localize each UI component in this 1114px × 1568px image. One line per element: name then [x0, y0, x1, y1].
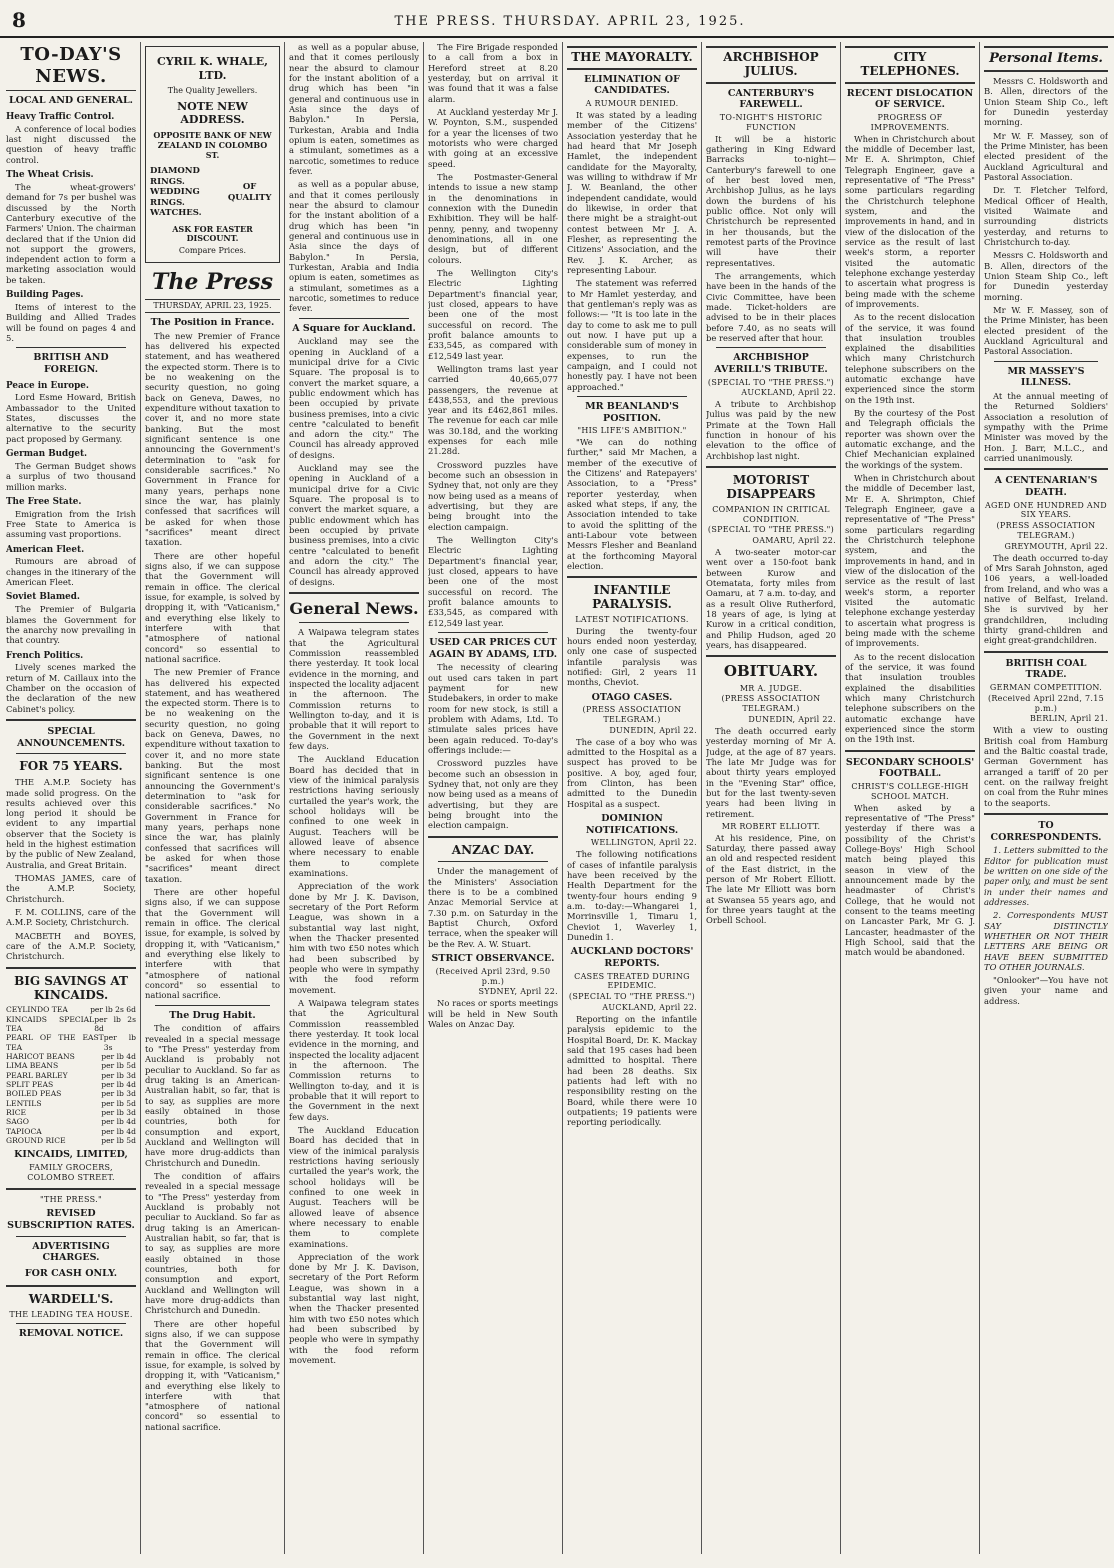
article-subheading: LATEST NOTIFICATIONS.	[575, 614, 689, 624]
price-row: BOILED PEAS per lb 3d	[6, 1089, 136, 1099]
news-item-heading: The Free State.	[6, 496, 82, 507]
article-text: As to the recent dislocation of the service, it was found that insulation troubles explained the disabilities which many Christchurch telephone subscribers on the automatic exchange have experienced since the storm on the 19th inst.	[845, 651, 975, 745]
dateline: GREYMOUTH, April 22.	[1004, 541, 1108, 551]
column-1	[6, 42, 136, 1554]
price-row: PEARL BARLEY per lb 3d	[6, 1070, 136, 1080]
article-text: A Waipawa telegram states that the Agricultural Commission reassembled there yesterday. It took local evidence in the morning, and inspected the locality adjacent in the afternoon. The Commission returns to Wellington to-day, and it is probable that it will report to the Government in the next few days.	[289, 997, 419, 1122]
removal-notice-heading: REMOVAL NOTICE.	[18, 1328, 124, 1340]
column-2	[145, 42, 280, 1554]
agency-line: (SPECIAL TO "THE PRESS.")	[568, 992, 696, 1002]
article-text: When in Christchurch about the middle of December last, Mr E. A. Shrimpton, Chief Telegraph Engineer, gave a representative of "The Press" some particulars regarding the Christchurch telephone system, and the improvements in hand, and in view of the dislocation of the service as the result of last week's storm, a reporter visited the automatic telephone exchange yesterday to ascertain what progress is being made with the scheme of improvements.	[845, 473, 975, 649]
article-text: "We can do nothing further," said Mr Machen, a member of the executive of the Citizens' and Ratepayers' Association, to a "Press" reporter yesterday, when asked what steps, if any, the Association intended to take to avoid the splitting of the anti-Labour vote between Messrs Flesher and Beanland at the forthcoming Mayoral election.	[567, 437, 697, 571]
subscription-rates-heading: REVISED SUBSCRIPTION RATES.	[7, 1208, 135, 1232]
dateline: OAMARU, April 22.	[752, 536, 836, 546]
obituary-name: MR ROBERT ELLIOTT.	[721, 821, 821, 831]
wardells-ad-title: WARDELL'S.	[28, 1291, 114, 1306]
news-item-text: Lively scenes marked the return of M. Caillaux into the Chamber on the occasion of the declaration of the new Cabinet's policy.	[6, 662, 136, 714]
article-text: Appreciation of the work done by Mr J. K. Davison, secretary of the Port Reform League, was shown in a substantial way last night, when the Thacker presented him with two £50 notes which had been subscribed by people who were in sympathy with the food reform movement.	[289, 881, 419, 995]
article-text: At Auckland yesterday Mr J. W. Poynton, S.M., suspended for a year the licenses of two motorists who were charged with going at an excessive speed.	[428, 106, 558, 169]
article-text: The Wellington City's Electric Lighting Department's financial year, just closed, appears to have been one of the most successful on record. The profit balance amounts to £33,545, as compared with £12,549 last year.	[428, 267, 558, 361]
issue-date: THURSDAY, APRIL 23, 1925.	[145, 299, 280, 313]
news-item-heading: American Fleet.	[6, 544, 85, 555]
article-text: When in Christchurch about the middle of December last, Mr E. A. Shrimpton, Chief Telegraph Engineer, gave a representative of "The Press" some particulars regarding the Christchurch telephone system, and the improvements in hand, and in view of the dislocation of the service as the result of last week's storm, a reporter visited the automatic telephone exchange yesterday to ascertain what progress is being made with the scheme of improvements.	[845, 133, 975, 309]
price-list	[6, 1005, 136, 1145]
kincaids-name: KINCAIDS, LIMITED,	[14, 1149, 128, 1161]
article-heading: MR MASSEY'S ILLNESS.	[1007, 365, 1085, 389]
received-line: (Received April 23rd, 9.50 p.m.)	[435, 966, 551, 986]
kincaids-address: FAMILY GROCERS, COLOMBO STREET.	[27, 1162, 115, 1182]
article-subheading: ARCHBISHOP AVERILL'S TRIBUTE.	[714, 352, 828, 375]
special-announcements-heading: SPECIAL ANNOUNCEMENTS.	[16, 726, 126, 749]
article-text: The new Premier of France has delivered his expected statement, and has weathered the expected storm. There is to be no weakening on the security question, no going back on Geneva, Dawes, no expenditure without taxation to cover it, and no more state banking. But the most significant sentence is one announcing the Government's determination to "ask for considerable sacrifices." No Government in France for many years, perhaps none since the war, has plainly confessed that sacrifices will be asked for when those "sacrifices" meant direct taxation.	[145, 330, 280, 548]
jeweller-items	[150, 166, 275, 218]
advertising-charges-heading: ADVERTISING CHARGES.	[32, 1240, 110, 1264]
jeweller-name: CYRIL K. WHALE, LTD.	[157, 55, 268, 82]
article-text: No races or sports meetings will be held in New South Wales on Anzac Day.	[428, 998, 558, 1029]
article-text: The Auckland Education Board has decided that in view of the inimical paralysis restrictions having seriously curtailed the year's work, the school holidays will be confined to one week in August. Teachers will be allowed leave of absence where necessary to enable them to complete examinations.	[289, 1124, 419, 1249]
article-text: The death occurred early yesterday morning of Mr A. Judge, at the age of 87 years. The late Mr Judge was for about thirty years employed in the "Evening Star" office, but for the last twenty-seven years had been living in retirement.	[706, 725, 836, 819]
agency-line: (PRESS ASSOCIATION TELEGRAM.)	[996, 521, 1096, 540]
article-heading: A Square for Auckland.	[292, 322, 416, 334]
article-text: The necessity of clearing out used cars taken in part payment for new Studebakers, in order to make room for new stock, is still a problem with Adams, Ltd. To stimulate sales prices have been again reduced. To-day's offerings include:—	[428, 662, 558, 756]
price-row: RICE per lb 3d	[6, 1107, 136, 1117]
amp-ad-title: FOR 75 YEARS.	[19, 759, 123, 774]
article-text: During the twenty-four hours ended noon yesterday, only one case of suspected infantile paralysis was notified: Girl, 2 years 11 months, Cheviot.	[567, 625, 697, 688]
article-text: Reporting on the infantile paralysis epidemic to the Hospital Board, Dr. K. Mackay said that 195 cases had been admitted to hospital. There had been 28 deaths. Six patients had left with no responsibility resting on the Board, while there were 10 outpatients; 19 patients were reporting periodically.	[567, 1013, 697, 1128]
news-item-heading: French Politics.	[6, 650, 84, 661]
todays-news-heading: TO-DAY'S NEWS.	[6, 44, 136, 91]
article-heading: ANZAC DAY.	[451, 842, 535, 857]
article-heading: A CENTENARIAN'S DEATH.	[994, 475, 1098, 498]
article-text: The Wellington City's Electric Lighting Department's financial year, just closed, appears to have been one of the most successful on record. The profit balance amounts to £33,545, as compared with £12,549 last year.	[428, 535, 558, 628]
price-row: GROUND RICE per lb 5d	[6, 1135, 136, 1145]
dateline: DUNEDIN, April 22.	[609, 725, 697, 735]
article-subheading: COMPANION IN CRITICAL CONDITION.	[712, 504, 830, 524]
dateline: DUNEDIN, April 22.	[748, 715, 836, 725]
item-label: DIAMOND RINGS.	[150, 166, 200, 187]
dateline: AUCKLAND, April 22.	[741, 388, 836, 398]
news-item-text: Items of interest to the Building and Allied Trades will be found on pages 4 and 5.	[6, 301, 136, 343]
article-heading: The Position in France.	[150, 317, 275, 328]
masthead-title: THE PRESS. THURSDAY. APRIL 23, 1925.	[394, 14, 746, 29]
agency-line: (SPECIAL TO "THE PRESS.")	[707, 525, 835, 535]
price-row: SAGO per lb 4d	[6, 1117, 136, 1127]
article-subheading: CASES TREATED DURING EPIDEMIC.	[574, 971, 690, 991]
article-heading: MR BEANLAND'S POSITION.	[585, 400, 679, 424]
ad-heading: USED CAR PRICES CUT AGAIN BY ADAMS, LTD.	[428, 637, 558, 660]
press-label: "THE PRESS."	[40, 1194, 102, 1204]
item-label: WEDDING RINGS.	[150, 187, 200, 208]
savings-ad-title: BIG SAVINGS AT KINCAIDS.	[14, 973, 128, 1002]
article-text: It will be a historic gathering in King Edward Barracks to-night—Canterbury's farewell to one of her best loved men, Archbishop Julius, as he lays down the burdens of his public office. Not only will Christchurch be represented in her thousands, but the remotest parts of the Province will have their representatives.	[706, 133, 836, 268]
article-text: A two-seater motor-car went over a 150-foot bank between Kurow and Otematata, forty miles from Oamaru, at 7 a.m. to-day, and as a result Olive Rutherford, 18 years of age, is lying at Kurow in a critical condition, and Philip Hudson, aged 20 years, has disappeared.	[706, 547, 836, 650]
article-text: Auckland may see the opening in Auckland of a municipal drive for a Civic Square. The proposal is to convert the market square, a public endowment which has been occupied by private business premises, into a civic centre "calculated to benefit and adorn the city." The Council has already approved of designs.	[289, 336, 419, 460]
easter-discount: ASK FOR EASTER DISCOUNT.	[172, 223, 253, 244]
article-text: Auckland may see the opening in Auckland of a municipal drive for a Civic Square. The proposal is to convert the market square, a public endowment which has been occupied by private business premises, into a civic centre "calculated to benefit and adorn the city." The Council has already approved of designs.	[289, 463, 419, 587]
news-item-text: The Premier of Bulgaria blames the Government for the anarchy now prevailing in that country.	[6, 604, 136, 646]
article-text: The condition of affairs revealed in a special message to "The Press" yesterday from Auckland is probably not peculiar to Auckland. So far as drug taking is an American-Australian habit, so far, that is to say, as supplies are more easily obtained in those countries, both for consumption and export, Auckland and Wellington will have more drug-addicts than Christchurch and Dunedin.	[145, 1170, 280, 1316]
correspondents-heading: TO CORRESPONDENTS.	[990, 819, 1102, 843]
column-5	[567, 42, 697, 1554]
article-text: The statement was referred to Mr Hamlet yesterday, and that gentleman's reply was as follows:— "It is too late in the day to come to ask me to pull out now. I have put up a considerable sum of money in expenses, to run the campaign, and I could not honestly pay. I have not been approached."	[567, 278, 697, 392]
article-text: The Postmaster-General intends to issue a new stamp in the denominations in connexion with the Dunedin Exhibition. They will be half-penny, penny, and twopenny denominations, all in one design, but of different colours.	[428, 171, 558, 265]
article-text: Messrs C. Holdsworth and B. Allen, directors of the Union Steam Ship Co., left for Dunedin yesterday morning.	[984, 250, 1108, 302]
article-text: Wellington trams last year carried 40,665,077 passengers, the revenue at £438,553, and the previous year and its £462,861 miles. The revenue for each car mile was 30.18d, and the working expenses for each mile 21.28d.	[428, 363, 558, 457]
news-item-heading: Peace in Europe.	[6, 380, 89, 391]
article-text: Crossword puzzles have become such an obsession in Sydney that, not only are they now being used as a means of advertising, but they are being brought into the election campaign.	[428, 459, 558, 532]
correspondents-note: 1. Letters submitted to the Editor for publication must be written on one side of the paper only, and must be sent in under their names and addresses.	[984, 845, 1108, 907]
article-subheading: AGED ONE HUNDRED AND SIX YEARS.	[984, 500, 1108, 520]
article-subheading: CANTERBURY'S FAREWELL.	[727, 87, 815, 111]
amp-agent: MACBETH and BOYES, care of the A.M.P. Society, Christchurch.	[6, 930, 136, 962]
news-item-heading: Building Pages.	[6, 290, 84, 301]
british-foreign-heading: BRITISH AND FOREIGN.	[33, 352, 109, 375]
column-4	[428, 42, 558, 1554]
article-heading: The Drug Habit.	[169, 1009, 256, 1021]
article-heading: CITY TELEPHONES.	[860, 50, 960, 78]
local-general-heading: LOCAL AND GENERAL.	[8, 95, 133, 107]
masthead	[0, 6, 1114, 38]
article-text: When asked by a representative of "The Press" yesterday if there was a possibility of the Christ's College-Boys' High School match being played this season in view of the announcement made by the headmaster of Christ's College, that he would not consent to the teams meeting on Lancaster Park, Mr G. J. Lancaster, headmaster of the High School, said that the match would be abandoned.	[845, 802, 975, 958]
compare-prices: Compare Prices.	[178, 246, 247, 256]
article-subheading: CHRIST'S COLLEGE-HIGH SCHOOL MATCH.	[851, 781, 969, 801]
obituary-heading: OBITUARY.	[723, 662, 819, 681]
dateline: BERLIN, April 21.	[1030, 714, 1108, 724]
amp-agent: THOMAS JAMES, care of the A.M.P. Society, Christchurch.	[6, 873, 136, 904]
price-row: HARICOT BEANS per lb 4d	[6, 1051, 136, 1061]
newspaper-logo: The Press	[152, 269, 273, 296]
personal-items-heading: Personal Items.	[989, 51, 1103, 66]
article-text: The new Premier of France has delivered his expected statement, and has weathered the expected storm. There is to be no weakening on the security question, no going back on Geneva, Dawes, no expenditure without taxation to cover it, and no more state banking. But the most significant sentence is one announcing the Government's determination to "ask for considerable sacrifices." No Government in France for many years, perhaps none since the war, has plainly confessed that sacrifices will be asked for when those "sacrifices" meant direct taxation.	[145, 667, 280, 884]
article-text: There are other hopeful signs also, if we can suppose that the Government will remain in office. The clerical issue, for example, is solved by dropping it, with "Vaticanism," and everything else likely to interfere with that "atmosphere of national concord" so essential to national sacrifice.	[145, 550, 280, 664]
correspondents-note: 2. Correspondents MUST SAY DISTINCTLY WHETHER OR NOT THEIR LETTERS ARE BEING OR HAVE BEEN SUBMITTED TO OTHER JOURNALS.	[984, 910, 1108, 972]
dateline: SYDNEY, April 22.	[478, 987, 558, 997]
article-subheading: OTAGO CASES.	[591, 691, 673, 703]
news-item-text: The wheat-growers' demand for 7s per bushel was discussed by the North Canterbury executive of the Farmers' Union. The chairman declared that if the Union did not support the growers, independent action to form a marketing association would be taken.	[6, 181, 136, 285]
article-text: There are other hopeful signs also, if we can suppose that the Government will remain in office. The clerical issue, for example, is solved by dropping it, with "Vaticanism," and everything else likely to interfere with that "atmosphere of national concord" so essential to national sacrifice.	[145, 887, 280, 1001]
price-row: TAPIOCA per lb 4d	[6, 1126, 136, 1136]
wardells-subtitle: THE LEADING TEA HOUSE.	[9, 1309, 133, 1319]
article-text: At the annual meeting of the Returned Soldiers' Association a resolution of sympathy with the Prime Minister was moved by the Hon. J. Barr, M.L.C., and carried unanimously.	[984, 390, 1108, 463]
news-item-text: Lord Esme Howard, British Ambassador to the United States, discusses the alternative to the security pact proposed by Germany.	[6, 392, 136, 444]
article-text: A Waipawa telegram states that the Agricultural Commission reassembled there yesterday. It took local evidence in the morning, and inspected the locality adjacent in the afternoon. The Commission returns to Wellington to-day, and it is probable that it will report to the Government in the next few days.	[289, 627, 419, 752]
article-text: A tribute to Archbishop Julius was paid by the new Primate at the Town Hall function in honour of his elevation to the office of Archbishop last night.	[706, 399, 836, 461]
price-row: CEYLINDO TEA per lb 2s 6d	[6, 1005, 136, 1015]
article-text: The arrangements, which have been in the hands of the Civic Committee, have been made. Ticket-holders are advised to be in their places before 7.40, as no seats will be reserved after that hour.	[706, 270, 836, 343]
article-subheading: "HIS LIFE'S AMBITION."	[577, 426, 687, 436]
jeweller-ad	[145, 46, 280, 263]
amp-agent: F. M. COLLINS, care of the A.M.P. Society, Christchurch.	[6, 907, 136, 928]
agency-line: (PRESS ASSOCIATION TELEGRAM.)	[721, 694, 821, 714]
news-item-text: Emigration from the Irish Free State to America is assuming vast proportions.	[6, 508, 136, 540]
jeweller-address-heading: NOTE NEW ADDRESS.	[177, 99, 248, 127]
article-heading: BRITISH COAL TRADE.	[1005, 657, 1087, 681]
dateline: WELLINGTON, April 22.	[590, 838, 697, 848]
price-row: SPLIT PEAS per lb 4d	[6, 1079, 136, 1089]
received-line: (Received April 22nd, 7.15 p.m.)	[987, 693, 1105, 713]
article-text: Dr. T. Fletcher Telford, Medical Officer of Health, visited Waimate and surrounding districts yesterday, and returns to Christchurch to-day.	[984, 185, 1108, 247]
news-item-heading: German Budget.	[6, 449, 88, 460]
article-subheading: TO-NIGHT'S HISTORIC FUNCTION	[719, 112, 823, 132]
article-subheading: A RUMOUR DENIED.	[585, 99, 679, 109]
article-text: Under the management of the Ministers' Association there is to be a combined Anzac Memorial Service at 7.30 p.m. on Saturday in the Baptist Church, Oxford terrace, when the speaker will be the Rev. A. W. Stuart.	[428, 866, 558, 949]
cash-only-heading: FOR CASH ONLY.	[24, 1268, 118, 1280]
article-heading: ARCHBISHOP JULIUS.	[723, 50, 819, 78]
article-subheading: RECENT DISLOCATION OF SERVICE.	[846, 87, 974, 111]
article-subheading: DOMINION NOTIFICATIONS.	[585, 813, 679, 836]
article-text: Mr W. F. Massey, son of the Prime Minister, has been elected president of the Auckland Agricultural and Pastoral Association.	[984, 304, 1108, 357]
article-text: With a view to ousting British coal from Hamburg and the Baltic coastal trade, German Government has arranged a tariff of 20 per cent. on the railway freight on coal from the Ruhr mines to the seaports.	[984, 725, 1108, 808]
article-text: The condition of affairs revealed in a special message to "The Press" yesterday from Auckland is probably not peculiar to Auckland. So far as drug taking is an American-Australian habit, so far, that is to say, as supplies are more easily obtained in those countries, both for consumption and export, Auckland and Wellington will have more drug-addicts than Christchurch and Dunedin.	[145, 1023, 280, 1168]
article-subheading: STRICT OBSERVANCE.	[431, 953, 555, 965]
column-6	[706, 42, 836, 1554]
price-row: LIMA BEANS per lb 5d	[6, 1061, 136, 1071]
column-8	[984, 42, 1108, 1554]
item-label: WATCHES.	[150, 208, 202, 219]
news-item-heading: Soviet Blamed.	[6, 592, 80, 603]
news-item-text: Rumours are abroad of changes in the itinerary of the American Fleet.	[6, 556, 136, 588]
article-text: At his residence, Pine, on Saturday, there passed away an old and respected resident of the East district, in the person of Mr Robert Elliott. The late Mr Elliott was born at Swansea 55 years ago, and for three years taught at the Orbell School.	[706, 832, 836, 926]
article-text: The Fire Brigade responded to a call from a box in Hereford street at 8.20 yesterday, but on arrival it was found that it was a false alarm.	[428, 42, 558, 104]
amp-ad-text: THE A.M.P. Society has made solid progress. On the results achieved over this long period it should be evident to any impartial observer that the Society is held in the highest estimation by the public of New Zealand, Australia, and Great Britain.	[6, 777, 136, 870]
article-text: as well as a popular abuse, and that it comes perilously near the absurd to clamour for the instant abolition of a drug which has been "in general and continuous use in Asia since the days of Babylon." In Persia, Turkestan, Arabia and India opium is eaten, sometimes as a stimulant, sometimes as a narcotic, sometimes to reduce fever.	[289, 42, 419, 176]
article-subheading: GERMAN COMPETITION.	[989, 682, 1103, 692]
article-text: Appreciation of the work done by Mr J. K. Davison, secretary of the Port Reform League, was shown in a substantial way last night, when the Thacker presented him with two £50 notes which had been subscribed by people who were in sympathy with the food reform movement.	[289, 1251, 419, 1366]
quality-label: OF QUALITY	[227, 182, 272, 203]
price-row: KINCAIDS SPECIAL TEA per lb 2s 8d	[6, 1014, 136, 1033]
article-text: It was stated by a leading member of the Citizens' Association yesterday that he had heard that Mr Joseph Hamlet, the independent candidate for the Mayoralty, was willing to withdraw if Mr J. W. Beanland, the other independent candidate, would do likewise, in order that there might be a straight-out contest between Mr J. A. Flesher, as representing the Citizens' Association, and the Rev. J. K. Archer, as representing Labour.	[567, 109, 697, 275]
article-subheading: AUCKLAND DOCTORS' REPORTS.	[570, 946, 694, 969]
article-text: The death occurred to-day of Mrs Sarah Johnston, aged 106 years, a well-loaded from Ireland, and who was a native of Belfast, Ireland. She is survived by her grandchildren, including thirty grand-children and eight great-grandchildren.	[984, 552, 1108, 646]
agency-line: (PRESS ASSOCIATION TELEGRAM.)	[582, 705, 682, 725]
column-3	[289, 42, 419, 1554]
article-subheading: ELIMINATION OF CANDIDATES.	[584, 73, 680, 97]
article-text: The following notifications of cases of infantile paralysis have been received by the Health Department for the twenty-four hours ending 9 a.m. to-day:—Whangarei 1, Morrinsville 1, Timaru 1, Cheviot 1, Waverley 1, Dunedin 1.	[567, 849, 697, 942]
news-item-heading: Heavy Traffic Control.	[6, 111, 115, 122]
price-row: PEARL OF THE EAST TEA per lb 3s	[6, 1033, 136, 1052]
jeweller-tagline: The Quality Jewellers.	[167, 86, 258, 96]
article-text: There are other hopeful signs also, if we can suppose that the Government will remain in office. The clerical issue, for example, is solved by dropping it, with "Vaticanism," and everything else likely to interfere with that "atmosphere of national concord" so essential to national sacrifice.	[145, 1318, 280, 1432]
article-text: as well as a popular abuse, and that it comes perilously near the absurd to clamour for the instant abolition of a drug which has been "in general and continuous use in Asia since the days of Babylon." In Persia, Turkestan, Arabia and India opium is eaten, sometimes as a stimulant, sometimes as a narcotic, sometimes to reduce fever.	[289, 179, 419, 314]
news-item-text: The German Budget shows a surplus of two thousand million marks.	[6, 460, 136, 492]
article-text: Messrs C. Holdsworth and B. Allen, directors of the Union Steam Ship Co., left for Dunedin yesterday morning.	[984, 75, 1108, 128]
news-item-text: A conference of local bodies last night discussed the question of heavy traffic control.	[6, 123, 136, 165]
dateline: AUCKLAND, April 22.	[602, 1003, 697, 1013]
agency-line: (SPECIAL TO "THE PRESS.")	[707, 377, 835, 387]
jeweller-address: OPPOSITE BANK OF NEW ZEALAND IN COLOMBO ST.	[153, 129, 272, 160]
page-number: 8	[12, 8, 26, 32]
article-text: By the courtesy of the Post and Telegraph officials the reporter was shown over the automatic exchange, and the Chief Mechanician explained the workings of the system.	[845, 408, 975, 470]
column-7	[845, 42, 975, 1554]
article-heading: INFANTILE PARALYSIS.	[592, 583, 672, 612]
article-text: Mr W. F. Massey, son of the Prime Minister, has been elected president of the Auckland Agricultural and Pastoral Association.	[984, 130, 1108, 182]
article-heading: MOTORIST DISAPPEARS	[726, 473, 816, 501]
article-text: As to the recent dislocation of the service, it was found that insulation troubles explained the disabilities which many Christchurch telephone subscribers on the automatic exchange have experienced since the storm on the 19th inst.	[845, 312, 975, 405]
article-heading: SECONDARY SCHOOLS' FOOTBALL.	[845, 756, 975, 780]
article-text: The case of a boy who was admitted to the Hospital as a suspect has proved to be positive. A boy, aged four, from Clinton, has been admitted to the Dunedin Hospital as a suspect.	[567, 736, 697, 809]
article-text: The Auckland Education Board has decided that in view of the inimical paralysis restrictions having seriously curtailed the year's work, the school holidays will be confined to one week in August. Teachers will be allowed leave of absence where necessary to enable them to complete examinations.	[289, 754, 419, 879]
general-news-heading: General News.	[289, 599, 419, 619]
article-subheading: PROGRESS OF IMPROVEMENTS.	[870, 112, 950, 132]
article-text: Crossword puzzles have become such an obsession in Sydney that, not only are they now being used as a means of advertising, but they are being brought into the election campaign.	[428, 758, 558, 831]
correspondents-reply: "Onlooker"—You have not given your name and address.	[984, 975, 1108, 1006]
news-item-heading: The Wheat Crisis.	[6, 170, 94, 181]
article-heading: THE MAYORALTY.	[571, 50, 693, 64]
price-row: LENTILS per lb 5d	[6, 1098, 136, 1108]
obituary-name: MR A. JUDGE.	[739, 683, 803, 693]
